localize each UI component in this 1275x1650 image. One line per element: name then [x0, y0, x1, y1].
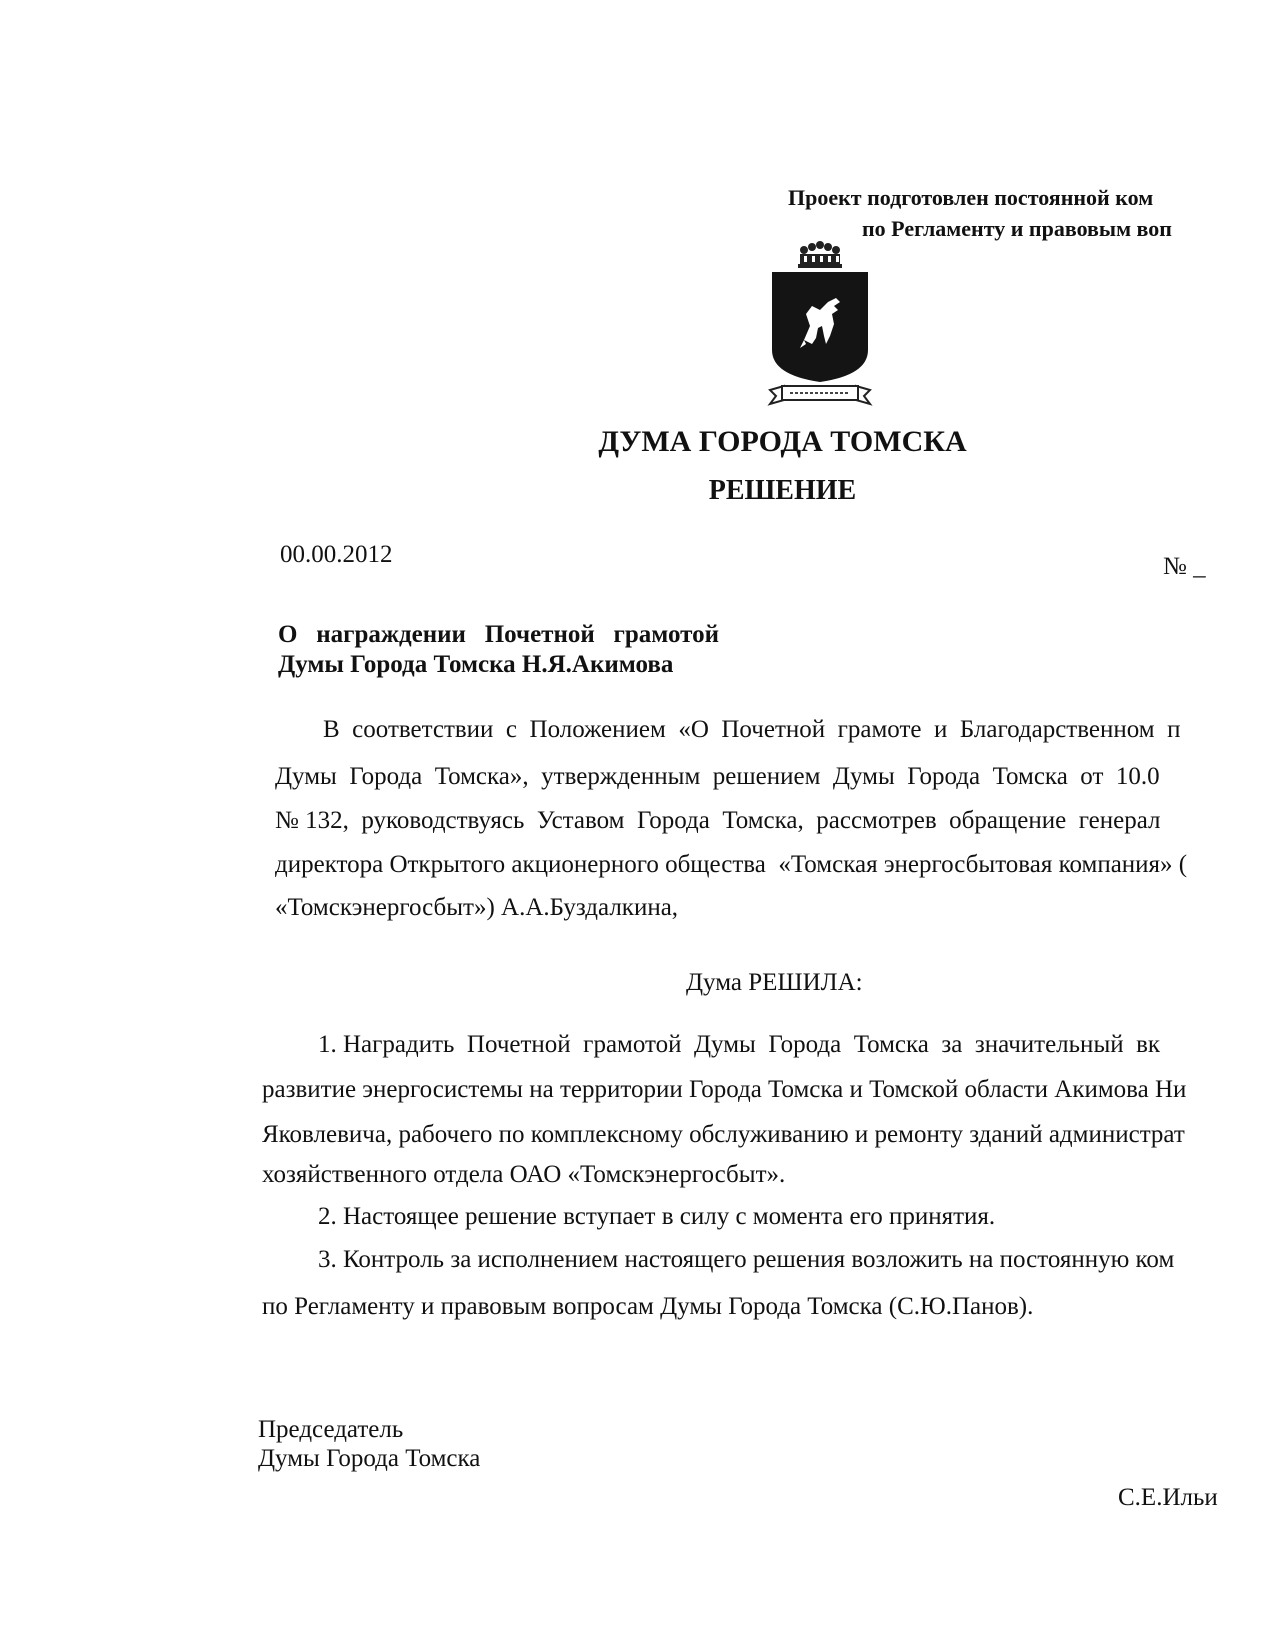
preamble-line-4: директора Открытого акционерного общества «Томская энергосбытовая компания» ( [275, 851, 1188, 878]
signature-name: С.Е.Ильи [1118, 1484, 1218, 1511]
header-line-1: Проект подготовлен постоянной ком [788, 185, 1154, 210]
signature-title-line-1: Председатель [258, 1416, 404, 1443]
preamble-line-3: № 132, руководствуясь Уставом Города Томска, рассмотрев обращение генерал [275, 807, 1161, 834]
preamble-line-1: В соответствии с Положением «О Почетной грамоте и Благодарственном п [323, 716, 1181, 743]
header-line-2: по Регламенту и правовым воп [862, 216, 1172, 241]
signature-title-line-2: Думы Города Томска [258, 1445, 481, 1472]
item-3-line-1: 3. Контроль за исполнением настоящего решения возложить на постоянную ком [318, 1246, 1175, 1273]
subject-line-2: Думы Города Томска Н.Я.Акимова [278, 651, 674, 678]
coat-of-arms-icon [760, 240, 880, 415]
document-date: 00.00.2012 [280, 541, 393, 568]
document-type: РЕШЕНИЕ [708, 475, 857, 506]
item-1-line-2: развитие энергосистемы на территории Города Томска и Томской области Акимова Ни [262, 1076, 1187, 1103]
crown-icon [798, 241, 842, 268]
item-1-line-1: 1. Наградить Почетной грамотой Думы Города Томска за значительный вк [318, 1031, 1161, 1058]
resolved-heading: Дума РЕШИЛА: [686, 969, 863, 996]
preamble-line-5: «Томскэнергосбыт») А.А.Буздалкина, [275, 894, 679, 921]
item-3-line-2: по Регламенту и правовым вопросам Думы Города Томска (С.Ю.Панов). [262, 1293, 1034, 1320]
ribbon-icon [770, 386, 870, 404]
organization-title: ДУМА ГОРОДА ТОМСКА [598, 425, 967, 458]
item-1-line-3: Яковлевича, рабочего по комплексному обслуживанию и ремонту зданий администрат [262, 1121, 1185, 1148]
item-2: 2. Настоящее решение вступает в силу с момента его принятия. [318, 1203, 996, 1230]
preamble-line-2: Думы Города Томска», утвержденным решением Думы Города Томска от 10.0 [275, 763, 1160, 790]
item-1-line-4: хозяйственного отдела ОАО «Томскэнергосбыт». [262, 1161, 786, 1188]
document-number: № _ [1163, 553, 1206, 580]
subject-line-1: О награждении Почетной грамотой [278, 621, 720, 648]
